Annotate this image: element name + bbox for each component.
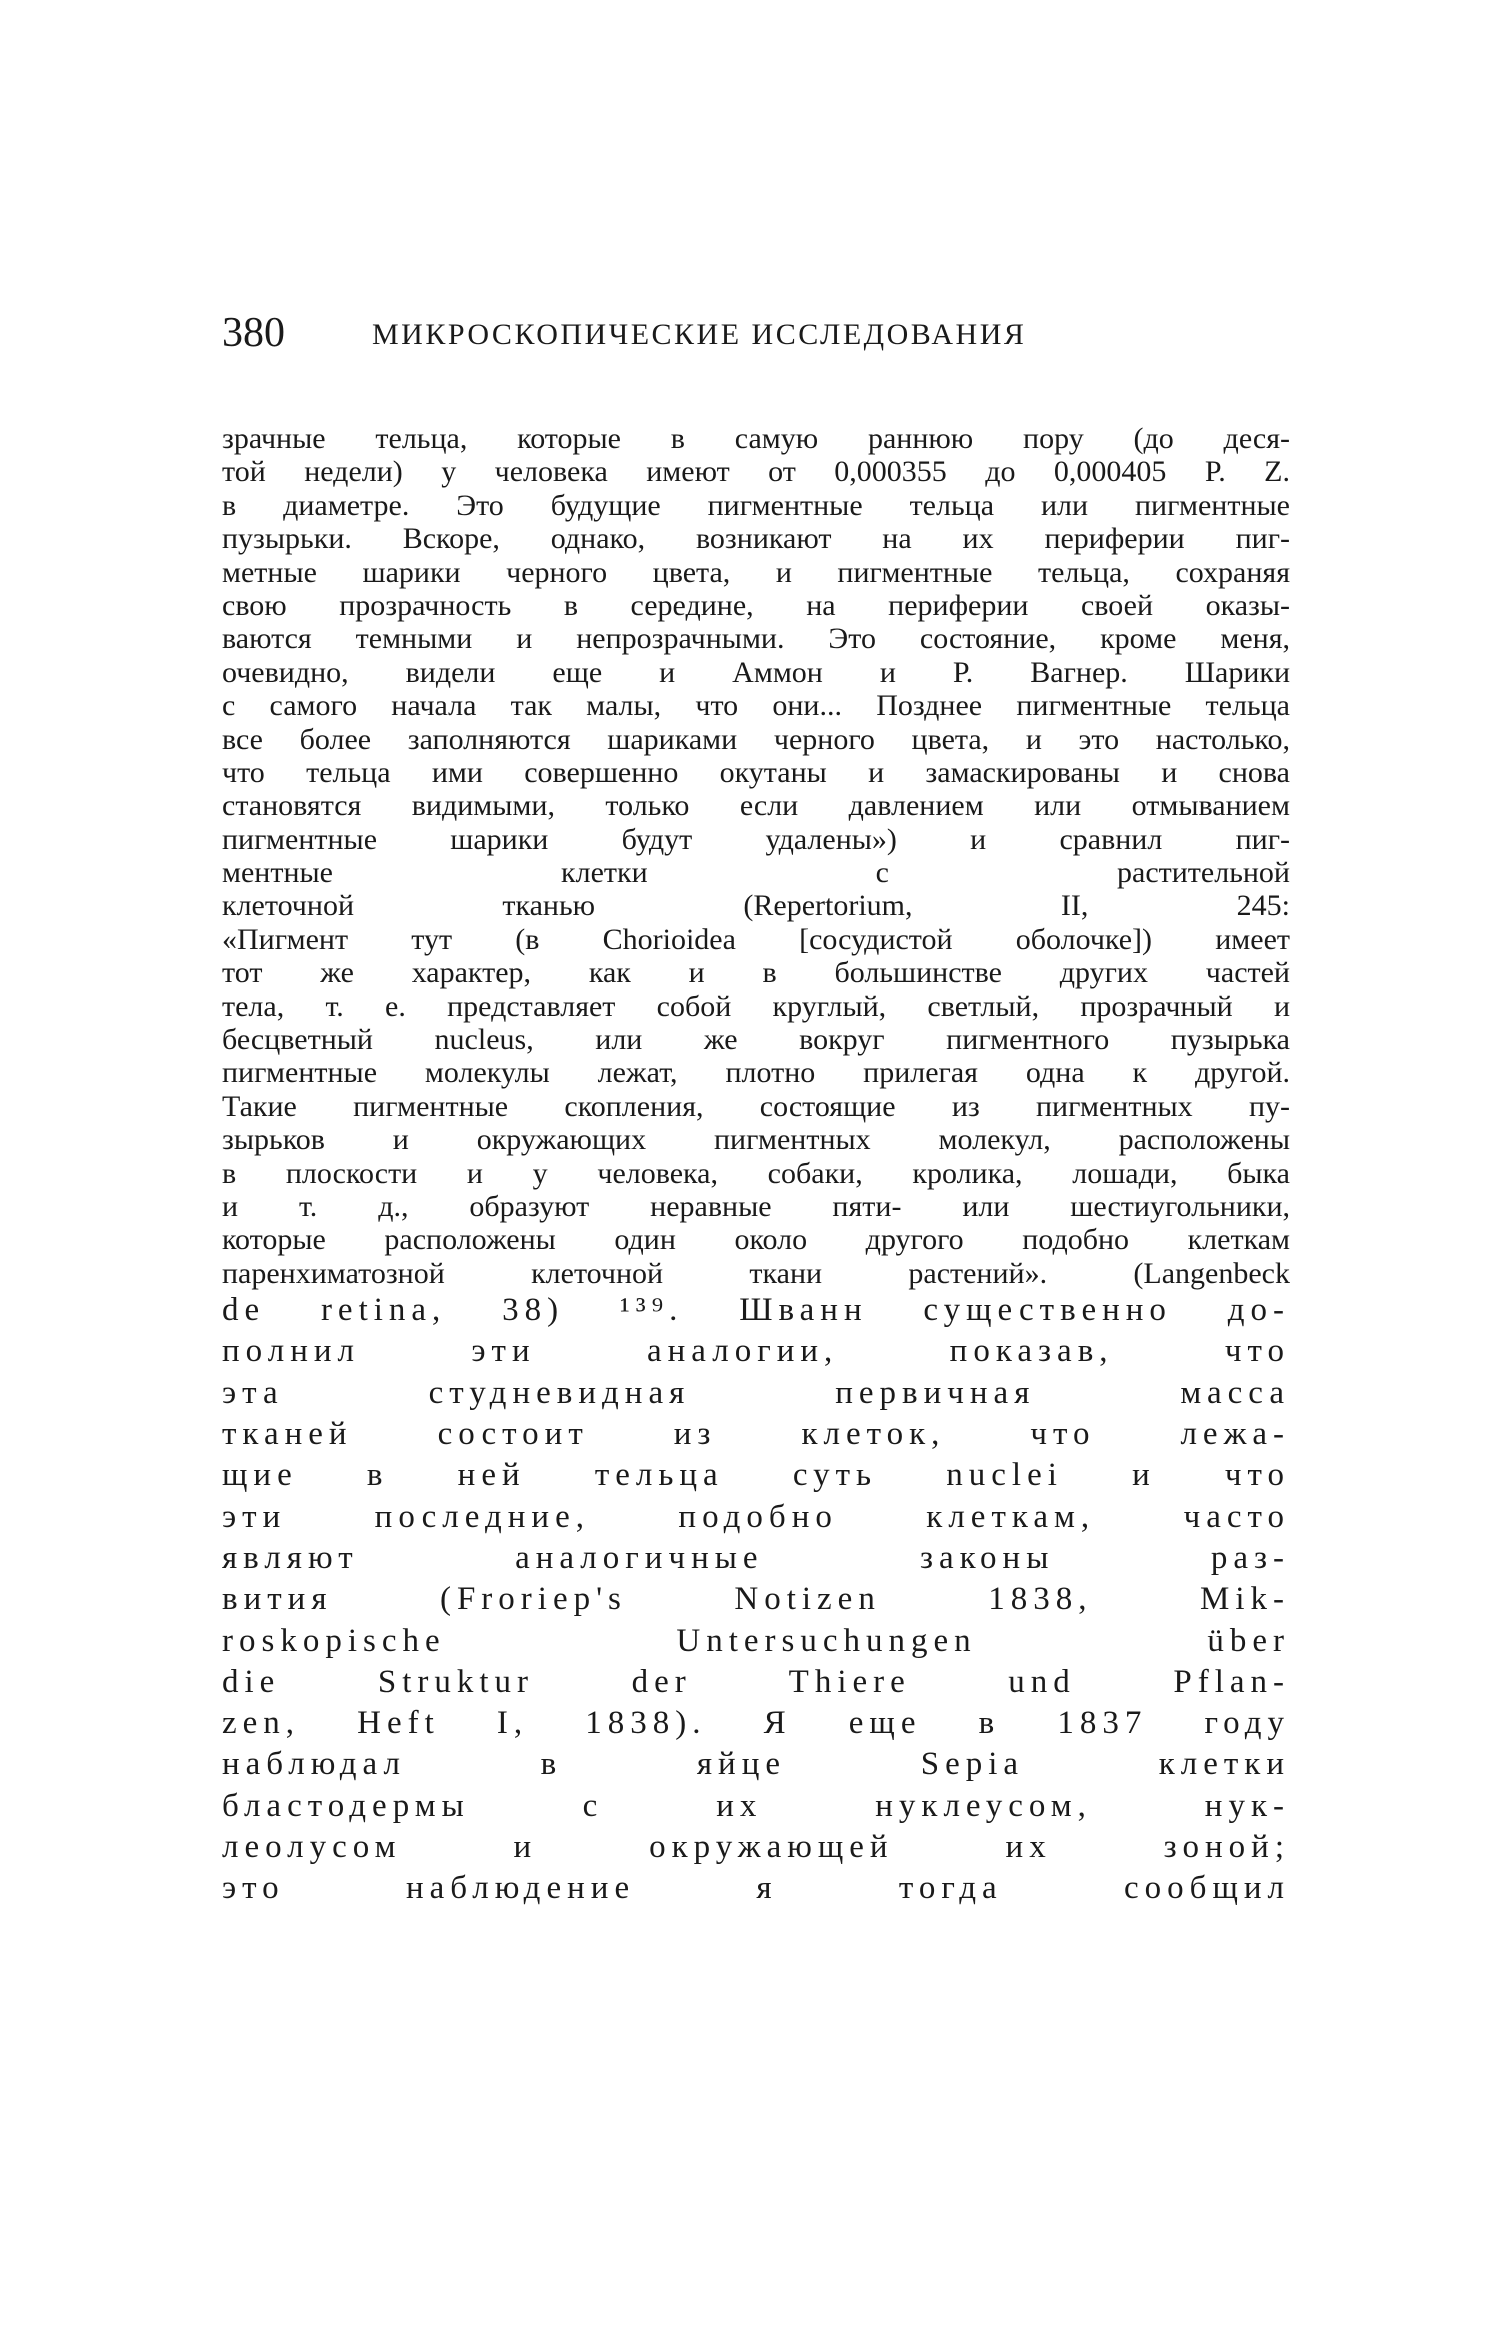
text-line: очевидно, видели еще и Аммон и Р. Вагнер. Шарики xyxy=(222,655,1290,689)
text-line: зырьков и окружающих пигментных молекул, расположены xyxy=(222,1123,1290,1157)
text-line: «Пигмент тут (в Chorioidea [сосудистой оболочке]) имеет xyxy=(222,922,1290,956)
text-line: пигментные молекулы лежат, плотно прилегая одна к другой. xyxy=(222,1056,1290,1090)
text-line: которые расположены один около другого подобно клеткам xyxy=(222,1223,1290,1257)
text-line: свою прозрачность в середине, на периферии своей оказы- xyxy=(222,588,1290,622)
text-line: эта студневидная первичная масса xyxy=(222,1374,1290,1411)
text-line: Такие пигментные скопления, состоящие из пигментных пу- xyxy=(222,1089,1290,1123)
text-line: в диаметре. Это будущие пигментные тельца или пигментные xyxy=(222,488,1290,522)
page-header xyxy=(222,308,1290,358)
text-line: паренхиматозной клеточной ткани растений». (Langenbeck xyxy=(222,1256,1290,1290)
text-line: бесцветный nucleus, или же вокруг пигментного пузырька xyxy=(222,1023,1290,1057)
text-line: тканей состоит из клеток, что лежа- xyxy=(222,1416,1290,1453)
text-line: пузырьки. Вскоре, однако, возникают на их периферии пиг- xyxy=(222,522,1290,556)
text-line: и т. д., образуют неравные пяти- или шестиугольники, xyxy=(222,1189,1290,1223)
text-line: это наблюдение я тогда сообщил xyxy=(222,1870,1290,1907)
text-line: в плоскости и у человека, собаки, кролика, лошади, быка xyxy=(222,1156,1290,1190)
text-line: пигментные шарики будут удалены») и сравнил пиг- xyxy=(222,822,1290,856)
text-line: de retina, 38) ¹³⁹. Шванн существенно до- xyxy=(222,1292,1290,1329)
text-line: die Struktur der Thiere und Pflan- xyxy=(222,1663,1290,1700)
text-line: леолусом и окружающей их зоной; xyxy=(222,1829,1290,1866)
text-line: ваются темными и непрозрачными. Это состояние, кроме меня, xyxy=(222,622,1290,656)
text-line: тот же характер, как и в большинстве других частей xyxy=(222,956,1290,990)
text-line: эти последние, подобно клеткам, часто xyxy=(222,1498,1290,1535)
text-line: полнил эти аналогии, показав, что xyxy=(222,1333,1290,1370)
running-head: МИКРОСКОПИЧЕСКИЕ ИССЛЕДОВАНИЯ xyxy=(372,318,1027,351)
text-line: зрачные тельца, которые в самую раннюю пору (до деся- xyxy=(222,422,1290,455)
page-number: 380 xyxy=(222,310,285,356)
text-line: той недели) у человека имеют от 0,000355 до 0,000405 P. Z. xyxy=(222,455,1290,489)
text-line: наблюдал в яйце Sepia клетки xyxy=(222,1746,1290,1783)
text-line: с самого начала так малы, что они... Позднее пигментные тельца xyxy=(222,689,1290,723)
body-text xyxy=(222,422,1290,1910)
text-line: roskopische Untersuchungen über xyxy=(222,1622,1290,1659)
text-line: клеточной тканью (Repertorium, II, 245: xyxy=(222,889,1290,923)
text-line: бластодермы с их нуклеусом, нук- xyxy=(222,1787,1290,1824)
text-line: zen, Heft I, 1838). Я еще в 1837 году xyxy=(222,1705,1290,1742)
text-line: являют аналогичные законы раз- xyxy=(222,1539,1290,1576)
text-line: щие в ней тельца суть nuclei и что xyxy=(222,1457,1290,1494)
text-line: метные шарики черного цвета, и пигментные тельца, сохраняя xyxy=(222,555,1290,589)
text-line: ментные клетки с растительной xyxy=(222,856,1290,890)
text-line: что тельца ими совершенно окутаны и замаскированы и снова xyxy=(222,755,1290,789)
text-line: все более заполняются шариками черного цвета, и это настолько, xyxy=(222,722,1290,756)
text-line: становятся видимыми, только если давлением или отмыванием xyxy=(222,789,1290,823)
text-line: вития (Froriep's Notizen 1838, Mik- xyxy=(222,1581,1290,1618)
text-line: тела, т. е. представляет собой круглый, светлый, прозрачный и xyxy=(222,989,1290,1023)
